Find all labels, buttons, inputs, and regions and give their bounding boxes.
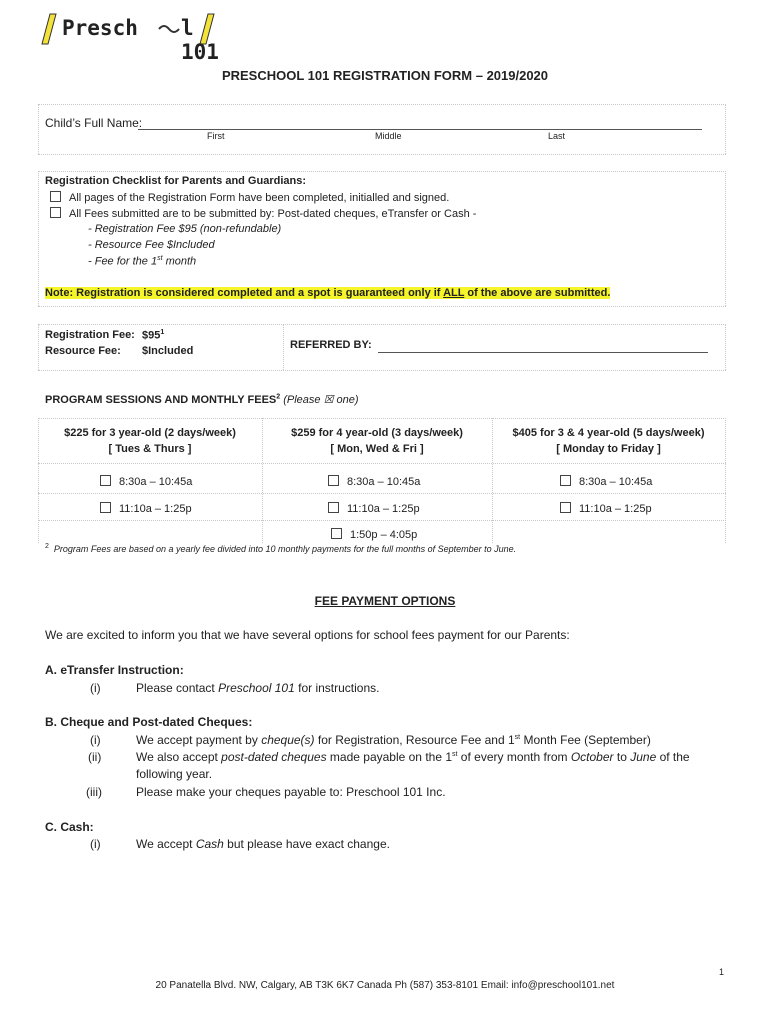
program-col1-title: $225 for 3 year-old (2 days/week) <box>64 427 236 439</box>
checklist-item-completed: All pages of the Registration Form have been completed, initialled and signed. <box>50 191 449 204</box>
program-footnote: $^2$ Program Fees are based on a yearly fee divided into 10 monthly payments for the full months of September to June. <box>45 543 517 554</box>
registration-fee-value: $\$95^1$ <box>142 329 165 342</box>
checkbox-session[interactable] <box>560 502 571 513</box>
program-col1-session1: 8:30a – 10:45a <box>100 475 192 488</box>
sub-registration-fee: - Registration Fee $95 (non-refundable) <box>88 223 282 235</box>
middle-label: Middle <box>375 131 402 141</box>
program-col3-title: $405 for 3 & 4 year-old (5 days/week) <box>512 427 705 439</box>
checklist-item-fees: All Fees submitted are to be submitted by: Post-dated cheques, eTransfer or Cash - <box>50 207 476 220</box>
payment-b-ii: We also accept post-dated cheques made payable on the 1st of every month from October to June of the <box>136 750 690 764</box>
program-col1-session2: 11:10a – 1:25p <box>100 502 192 515</box>
registration-fee-label: Registration Fee: <box>45 329 135 341</box>
page-title: PRESCHOOL 101 REGISTRATION FORM – 2019/2020 <box>221 68 549 83</box>
program-col2-days: [ Mon, Wed & Fri ] <box>330 443 424 455</box>
child-name-label: Child’s Full Name: <box>45 116 143 130</box>
program-heading: PROGRAM SESSIONS AND MONTHLY FEES$^2$ (Please ☒ one) <box>45 393 359 406</box>
program-col2-session3: 1:50p – 4:05p <box>331 528 417 541</box>
payment-a-i: Please contact Preschool 101 for instructions. <box>136 681 380 695</box>
payment-b-iii-num: (iii) <box>86 785 102 799</box>
payment-a-i-num: (i) <box>90 681 101 695</box>
referred-by-field[interactable] <box>378 352 708 353</box>
page-number: 1 <box>719 967 725 977</box>
resource-fee-value: $Included <box>142 345 194 357</box>
checkbox-session[interactable] <box>100 475 111 486</box>
resource-fee-label: Resource Fee: <box>45 345 121 357</box>
payment-intro: We are excited to inform you that we have several options for school fees payment for our Parents: <box>45 628 570 642</box>
logo-text: Presch <box>62 16 138 40</box>
payment-heading: FEE PAYMENT OPTIONS <box>314 594 456 608</box>
program-col3-days: [ Monday to Friday ] <box>556 443 661 455</box>
program-col2-session1: 8:30a – 10:45a <box>328 475 420 488</box>
checkbox-fees[interactable] <box>50 207 61 218</box>
logo <box>38 12 219 64</box>
first-label: First <box>207 131 225 141</box>
checkbox-session[interactable] <box>328 475 339 486</box>
logo-text-2: l 101 <box>181 16 219 64</box>
referred-by-label: REFERRED BY: <box>290 339 372 351</box>
sub-resource-fee: - Resource Fee $Included <box>88 239 215 251</box>
program-col1-days: [ Tues & Thurs ] <box>108 443 192 455</box>
payment-b-ii-num: (ii) <box>88 750 102 764</box>
payment-c-i: We accept Cash but please have exact change. <box>136 837 390 851</box>
sub-first-month-fee: - Fee for the 1st month <box>88 255 197 268</box>
payment-c-i-num: (i) <box>90 837 101 851</box>
payment-b-iii: Please make your cheques payable to: Preschool 101 Inc. <box>136 785 446 799</box>
payment-b-i: We accept payment by cheque(s) for Registration, Resource Fee and 1st Month Fee (September) <box>136 733 651 747</box>
checklist-heading: Registration Checklist for Parents and Guardians: <box>45 175 307 187</box>
program-col3-session1: 8:30a – 10:45a <box>560 475 652 488</box>
program-col3-session2: 11:10a – 1:25p <box>560 502 652 515</box>
checkbox-session[interactable] <box>331 528 342 539</box>
payment-b-i-num: (i) <box>90 733 101 747</box>
child-name-field[interactable] <box>138 129 702 130</box>
payment-b-title: B. Cheque and Post-dated Cheques: <box>45 715 253 729</box>
note: Note: Registration is considered completed and a spot is guaranteed only if ALL of the above are submitted. <box>45 287 611 299</box>
last-label: Last <box>548 131 566 141</box>
footer-address: 20 Panatella Blvd. NW, Calgary, AB T3K 6K7 Canada Ph (587) 353-8101 Email: info@preschool101.net <box>155 980 615 991</box>
checkbox-session[interactable] <box>100 502 111 513</box>
payment-c-title: C. Cash: <box>45 820 94 834</box>
program-col2-session2: 11:10a – 1:25p <box>328 502 420 515</box>
program-col2-title: $259 for 4 year-old (3 days/week) <box>291 427 463 439</box>
checkbox-completed[interactable] <box>50 191 61 202</box>
checkbox-session[interactable] <box>560 475 571 486</box>
payment-b-ii-line2: following year. <box>136 767 213 781</box>
payment-a-title: A. eTransfer Instruction: <box>45 663 184 677</box>
checkbox-session[interactable] <box>328 502 339 513</box>
